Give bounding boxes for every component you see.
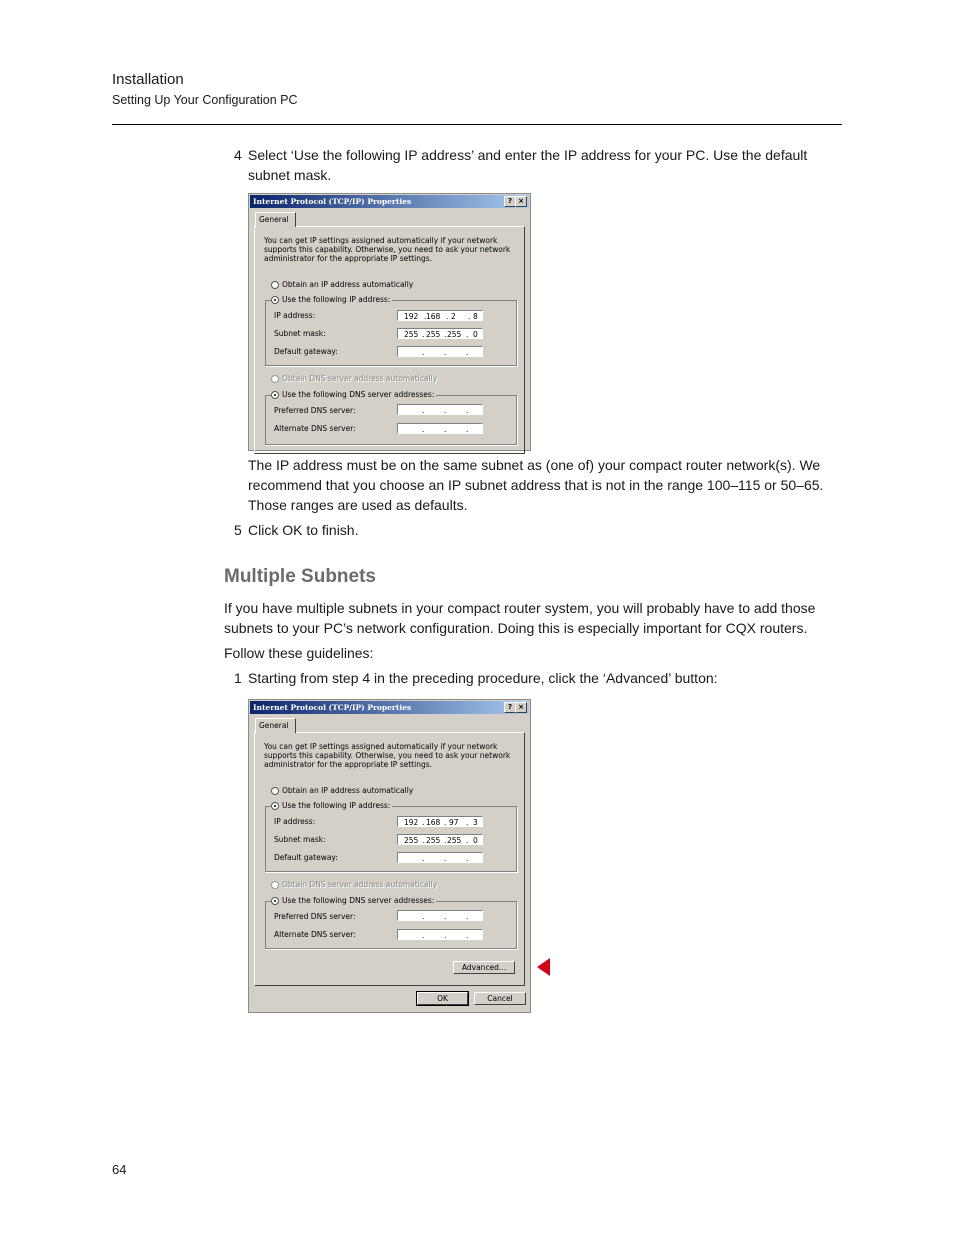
mask-octet-4: 0 xyxy=(473,836,478,845)
close-icon[interactable]: × xyxy=(515,702,527,713)
preferred-dns-label: Preferred DNS server: xyxy=(274,406,356,415)
alternate-dns-field[interactable]: . . . xyxy=(397,423,483,434)
dns-group-box xyxy=(265,901,517,949)
radio-selected-icon xyxy=(271,391,279,399)
obtain-ip-radio[interactable] xyxy=(271,280,413,290)
mask-octet-2: 255 xyxy=(426,836,441,845)
running-header-subsection: Setting Up Your Configuration PC xyxy=(112,93,298,107)
mask-octet-1: 255 xyxy=(404,330,419,339)
obtain-ip-radio[interactable] xyxy=(271,786,413,796)
step-number: 1 xyxy=(234,670,242,686)
radio-selected-icon xyxy=(271,802,279,810)
running-header-section: Installation xyxy=(112,71,184,88)
close-icon[interactable]: × xyxy=(515,196,527,207)
step-text: Click OK to finish. xyxy=(248,522,359,538)
radio-icon xyxy=(271,881,279,889)
obtain-ip-label: Obtain an IP address automatically xyxy=(282,280,414,289)
tcpip-properties-dialog-2 xyxy=(248,699,531,1013)
radio-icon xyxy=(271,375,279,383)
tab-general[interactable]: General xyxy=(255,212,296,227)
radio-selected-icon xyxy=(271,296,279,304)
step-text-line-2: subnet mask. xyxy=(248,167,332,183)
dialog-titlebar: Internet Protocol (TCP/IP) Properties xyxy=(250,195,529,208)
use-ip-radio[interactable] xyxy=(271,295,392,305)
use-dns-label: Use the following DNS server addresses: xyxy=(282,390,435,399)
default-gateway-field[interactable]: . . . xyxy=(397,852,483,863)
ip-octet-3: 2 xyxy=(451,312,456,321)
subnet-mask-field[interactable]: 255 . 255 . 255 . 0 xyxy=(397,328,483,339)
follow-guidelines: Follow these guidelines: xyxy=(224,645,374,661)
help-icon[interactable]: ? xyxy=(504,196,516,207)
radio-icon xyxy=(271,281,279,289)
subnet-mask-label: Subnet mask: xyxy=(274,835,326,844)
mask-octet-3: 255 xyxy=(447,836,462,845)
obtain-dns-label: Obtain DNS server address automatically xyxy=(282,880,438,889)
use-dns-radio[interactable] xyxy=(271,390,436,400)
step-text: Starting from step 4 in the preceding procedure, click the ‘Advanced’ button: xyxy=(248,670,718,686)
use-ip-label: Use the following IP address: xyxy=(282,295,391,304)
radio-selected-icon xyxy=(271,897,279,905)
ip-octet-2: 168 xyxy=(426,312,441,321)
use-ip-radio[interactable] xyxy=(271,801,392,811)
ip-octet-3: 97 xyxy=(449,818,459,827)
step-4 xyxy=(234,145,844,185)
ok-button[interactable]: OK xyxy=(417,992,468,1005)
obtain-dns-radio[interactable] xyxy=(271,374,437,384)
preferred-dns-label: Preferred DNS server: xyxy=(274,912,356,921)
mask-octet-2: 255 xyxy=(426,330,441,339)
cancel-button[interactable]: Cancel xyxy=(474,992,526,1005)
ip-address-field[interactable]: 192 . 168 . 2 . 8 xyxy=(397,310,483,321)
section-para-line-2: subnets to your PC’s network configuration. Doing this is especially important for CQX routers. xyxy=(224,620,808,636)
ip-address-label: IP address: xyxy=(274,311,316,320)
page-number: 64 xyxy=(112,1162,127,1177)
use-dns-label: Use the following DNS server addresses: xyxy=(282,896,435,905)
ip-octet-4: 3 xyxy=(473,818,478,827)
default-gateway-label: Default gateway: xyxy=(274,853,338,862)
mask-octet-3: 255 xyxy=(447,330,462,339)
note-line-2: recommend that you choose an IP subnet address that is not in the range 100–115 or 50–65. xyxy=(248,477,824,493)
ip-octet-2: 168 xyxy=(426,818,441,827)
tab-general[interactable]: General xyxy=(255,718,296,733)
mask-octet-4: 0 xyxy=(473,330,478,339)
dns-group-box xyxy=(265,395,517,445)
obtain-dns-radio[interactable] xyxy=(271,880,437,890)
step-number: 4 xyxy=(234,147,242,163)
preferred-dns-field[interactable]: . . . xyxy=(397,404,483,415)
preferred-dns-field[interactable]: . . . xyxy=(397,910,483,921)
default-gateway-label: Default gateway: xyxy=(274,347,338,356)
header-rule xyxy=(112,124,842,125)
ip-address-label: IP address: xyxy=(274,817,316,826)
ip-octet-1: 192 xyxy=(404,818,419,827)
radio-icon xyxy=(271,787,279,795)
use-ip-label: Use the following IP address: xyxy=(282,801,391,810)
step-1 xyxy=(234,668,834,688)
step-5 xyxy=(234,520,834,540)
obtain-dns-label: Obtain DNS server address automatically xyxy=(282,374,438,383)
alternate-dns-field[interactable]: . . . xyxy=(397,929,483,940)
ip-address-field[interactable]: 192 . 168 . 97 . 3 xyxy=(397,816,483,827)
alternate-dns-label: Alternate DNS server: xyxy=(274,424,356,433)
default-gateway-field[interactable]: . . . xyxy=(397,346,483,357)
obtain-ip-label: Obtain an IP address automatically xyxy=(282,786,414,795)
subnet-mask-label: Subnet mask: xyxy=(274,329,326,338)
help-icon[interactable]: ? xyxy=(504,702,516,713)
section-para-line-1: If you have multiple subnets in your compact router system, you will probably have to add those xyxy=(224,600,816,616)
note-line-1: The IP address must be on the same subnet as (one of) your compact router network(s). We xyxy=(248,457,821,473)
note-line-3: Those ranges are used as defaults. xyxy=(248,497,468,513)
dialog-description: You can get IP settings assigned automatically if your network supports this capability. Otherwise, you need to ask your network administrator for the appropriate IP settings. xyxy=(264,236,511,263)
dialog-description: You can get IP settings assigned automatically if your network supports this capability. Otherwise, you need to ask your network administrator for the appropriate IP settings. xyxy=(264,742,511,769)
section-heading: Multiple Subnets xyxy=(224,566,376,587)
tcpip-properties-dialog-1 xyxy=(248,193,531,451)
step-number: 5 xyxy=(234,522,242,538)
ip-octet-4: 8 xyxy=(473,312,478,321)
pointer-arrow-icon xyxy=(537,958,550,976)
dialog-titlebar: Internet Protocol (TCP/IP) Properties xyxy=(250,701,529,714)
mask-octet-1: 255 xyxy=(404,836,419,845)
ip-octet-1: 192 xyxy=(404,312,419,321)
advanced-button[interactable]: Advanced... xyxy=(453,961,515,974)
use-dns-radio[interactable] xyxy=(271,896,436,906)
step-text-line-1: Select ‘Use the following IP address’ and enter the IP address for your PC. Use the default xyxy=(248,147,808,163)
subnet-mask-field[interactable]: 255 . 255 . 255 . 0 xyxy=(397,834,483,845)
alternate-dns-label: Alternate DNS server: xyxy=(274,930,356,939)
